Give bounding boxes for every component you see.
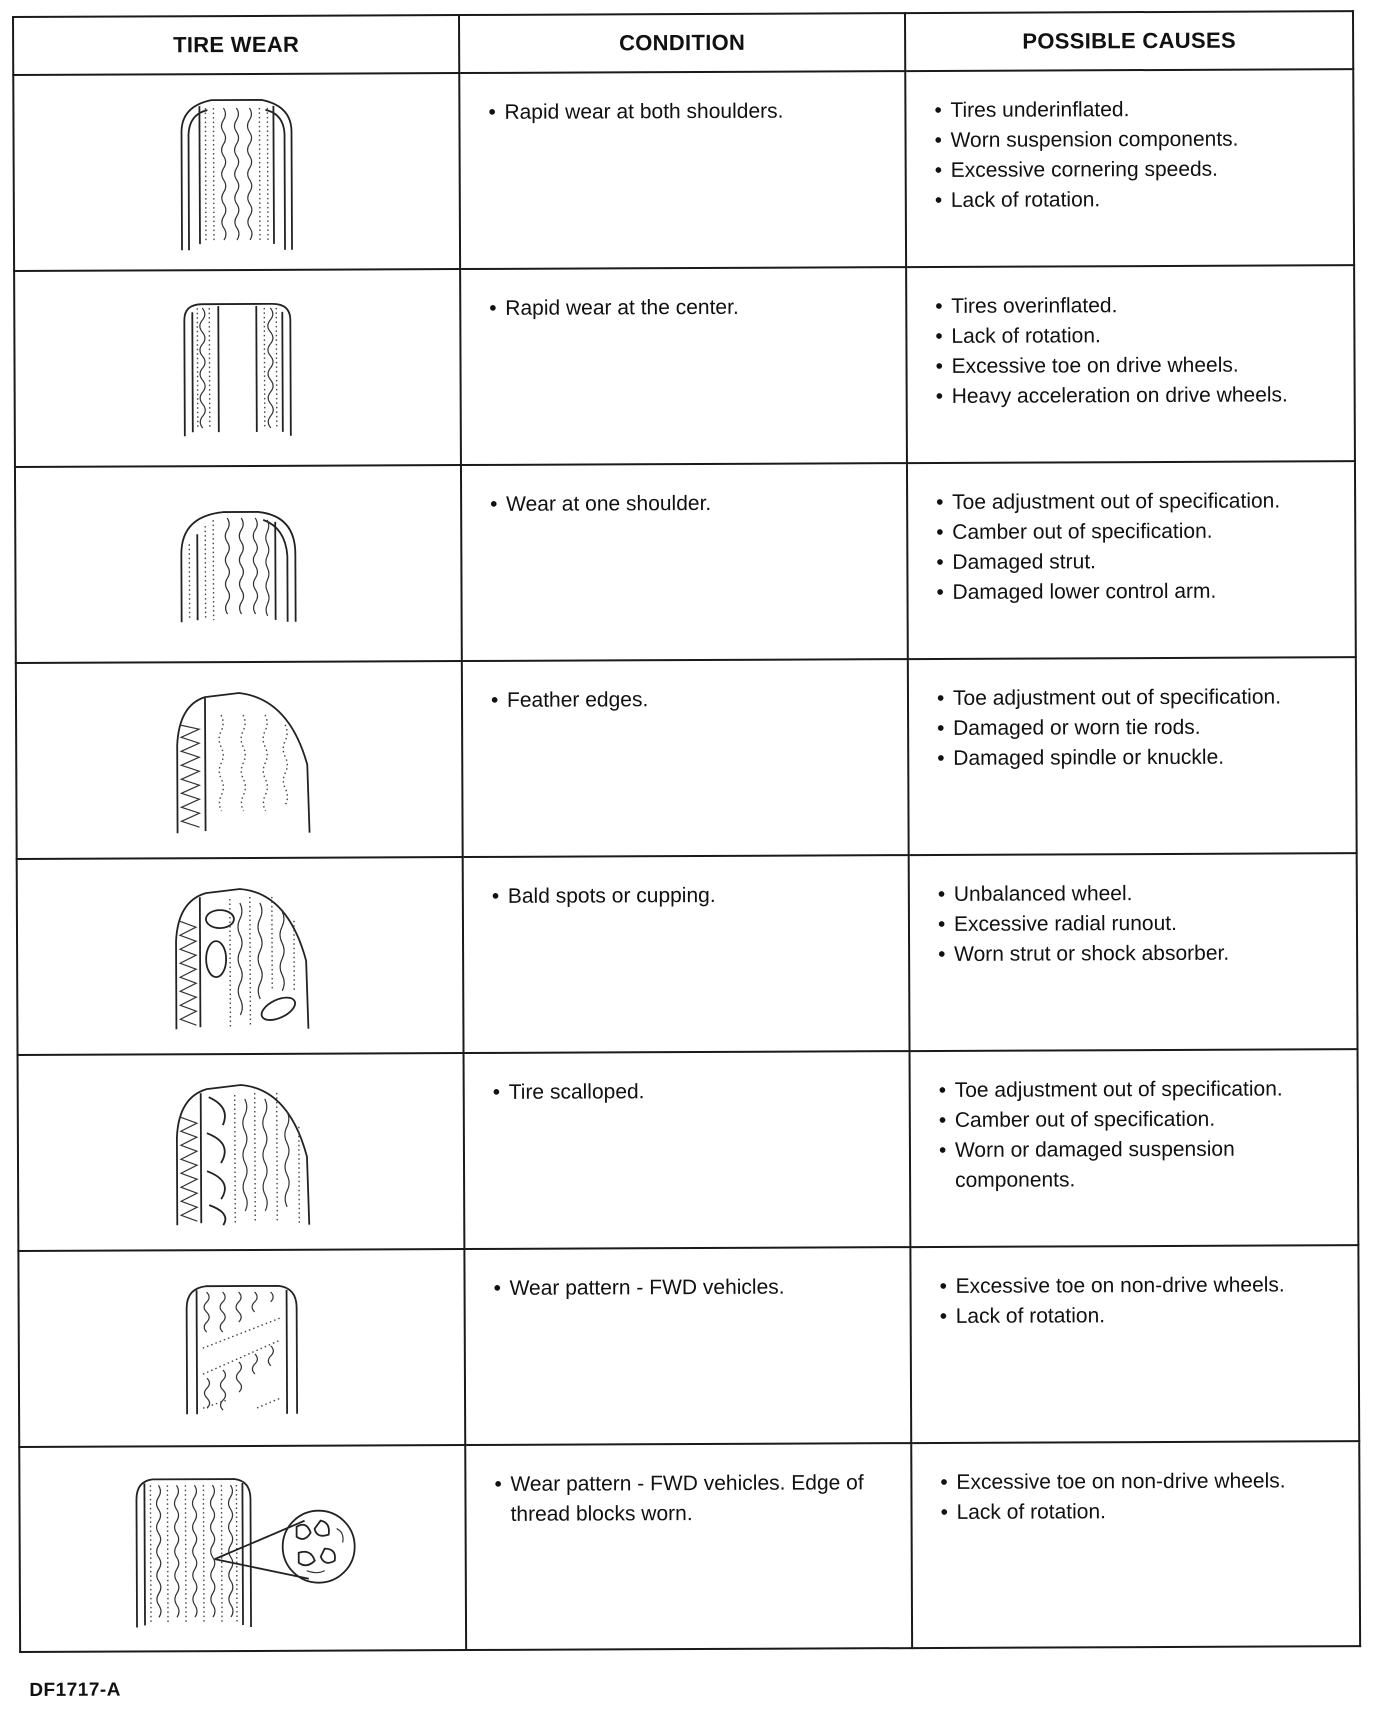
- tire-one-shoulder-worn-illustration: [163, 504, 314, 625]
- header-row: [13, 11, 1353, 75]
- condition-item: • Feather edges.: [491, 684, 895, 716]
- condition-cell: [464, 1051, 911, 1249]
- cause-item: • Worn or damaged suspension components.: [939, 1134, 1345, 1196]
- cause-item: • Damaged spindle or knuckle.: [937, 742, 1343, 774]
- cause-item: • Toe adjustment out of specification.: [937, 682, 1343, 714]
- table-row: [15, 461, 1356, 663]
- causes-list: [939, 1074, 1346, 1196]
- figure-code: DF1717-A: [29, 1679, 122, 1701]
- tire-wear-cell: [19, 1445, 466, 1652]
- cause-item: • Worn strut or shock absorber.: [938, 938, 1344, 970]
- tire-tread-block-edge-wear-illustration: [122, 1468, 363, 1629]
- causes-list: [936, 486, 1343, 608]
- causes-cell: [905, 69, 1354, 267]
- table-row: [19, 1441, 1360, 1652]
- condition-list: [489, 292, 893, 324]
- causes-list: [940, 1466, 1346, 1528]
- tire-wear-cell: [16, 661, 463, 859]
- tire-diagonal-wear-fwd-illustration: [167, 1278, 318, 1419]
- condition-list: [490, 488, 894, 520]
- tire-wear-cell: [18, 1053, 465, 1251]
- cause-item: • Camber out of specification.: [936, 516, 1342, 548]
- condition-item: • Tire scalloped.: [493, 1076, 897, 1108]
- tire-wear-cell: [17, 857, 464, 1055]
- causes-list: [934, 94, 1341, 216]
- condition-list: [494, 1468, 898, 1530]
- causes-list: [938, 878, 1344, 970]
- causes-list: [937, 682, 1343, 774]
- cause-item: • Damaged strut.: [936, 546, 1342, 578]
- cause-item: • Excessive toe on non-drive wheels.: [940, 1466, 1346, 1498]
- condition-cell: [460, 267, 907, 465]
- condition-cell: [465, 1443, 912, 1650]
- tire-wear-table: [12, 10, 1361, 1653]
- tire-wear-cell: [18, 1249, 465, 1447]
- causes-cell: [910, 1049, 1359, 1247]
- condition-item: • Wear pattern - FWD vehicles.: [493, 1272, 897, 1304]
- cause-item: • Unbalanced wheel.: [938, 878, 1344, 910]
- condition-item: • Wear pattern - FWD vehicles. Edge of thread blocks worn.: [494, 1468, 898, 1530]
- cause-item: • Lack of rotation.: [940, 1300, 1346, 1332]
- condition-item: • Bald spots or cupping.: [492, 880, 896, 912]
- cause-item: • Tires underinflated.: [934, 94, 1340, 126]
- condition-cell: [461, 463, 908, 661]
- cause-item: • Heavy acceleration on drive wheels.: [936, 380, 1342, 412]
- table-row: [18, 1049, 1359, 1251]
- table-row: [18, 1245, 1359, 1447]
- table-row: [13, 69, 1354, 271]
- causes-list: [935, 290, 1342, 412]
- causes-cell: [909, 853, 1358, 1051]
- header-condition: CONDITION: [459, 13, 905, 73]
- tire-bald-spots-cupping-illustration: [160, 881, 321, 1032]
- condition-cell: [459, 71, 906, 269]
- condition-cell: [463, 855, 910, 1053]
- header-possible-causes: POSSIBLE CAUSES: [905, 11, 1353, 71]
- causes-cell: [908, 657, 1357, 855]
- cause-item: • Damaged or worn tie rods.: [937, 712, 1343, 744]
- condition-cell: [462, 659, 909, 857]
- cause-item: • Excessive cornering speeds.: [935, 154, 1341, 186]
- tire-wear-cell: [15, 465, 462, 663]
- condition-item: • Rapid wear at both shoulders.: [488, 96, 892, 128]
- causes-cell: [907, 461, 1356, 659]
- condition-list: [491, 684, 895, 716]
- condition-list: [493, 1076, 897, 1108]
- condition-cell: [464, 1247, 911, 1445]
- tire-scalloped-illustration: [161, 1077, 322, 1228]
- cause-item: • Lack of rotation.: [935, 320, 1341, 352]
- causes-cell: [911, 1441, 1360, 1648]
- cause-item: • Tires overinflated.: [935, 290, 1341, 322]
- causes-list: [939, 1270, 1345, 1332]
- cause-item: • Excessive toe on drive wheels.: [935, 350, 1341, 382]
- condition-item: • Wear at one shoulder.: [490, 488, 894, 520]
- condition-list: [488, 96, 892, 128]
- cause-item: • Toe adjustment out of specification.: [939, 1074, 1345, 1106]
- cause-item: • Lack of rotation.: [935, 184, 1341, 216]
- table-row: [14, 265, 1355, 467]
- causes-cell: [906, 265, 1355, 463]
- header-tire-wear: TIRE WEAR: [13, 15, 459, 75]
- tire-wear-cell: [13, 73, 460, 271]
- condition-list: [493, 1272, 897, 1304]
- tire-both-shoulders-worn-illustration: [161, 92, 312, 253]
- cause-item: • Toe adjustment out of specification.: [936, 486, 1342, 518]
- cause-item: • Excessive radial runout.: [938, 908, 1344, 940]
- cause-item: • Excessive toe on non-drive wheels.: [939, 1270, 1345, 1302]
- tire-wear-cell: [14, 269, 461, 467]
- cause-item: • Damaged lower control arm.: [936, 576, 1342, 608]
- condition-list: [492, 880, 896, 912]
- table-row: [16, 657, 1357, 859]
- tire-feather-edges-illustration: [159, 685, 320, 836]
- condition-item: • Rapid wear at the center.: [489, 292, 893, 324]
- table-row: [17, 853, 1358, 1055]
- cause-item: • Lack of rotation.: [940, 1496, 1346, 1528]
- cause-item: • Worn suspension components.: [934, 124, 1340, 156]
- tire-center-worn-illustration: [162, 298, 313, 439]
- cause-item: • Camber out of specification.: [939, 1104, 1345, 1136]
- causes-cell: [910, 1245, 1359, 1443]
